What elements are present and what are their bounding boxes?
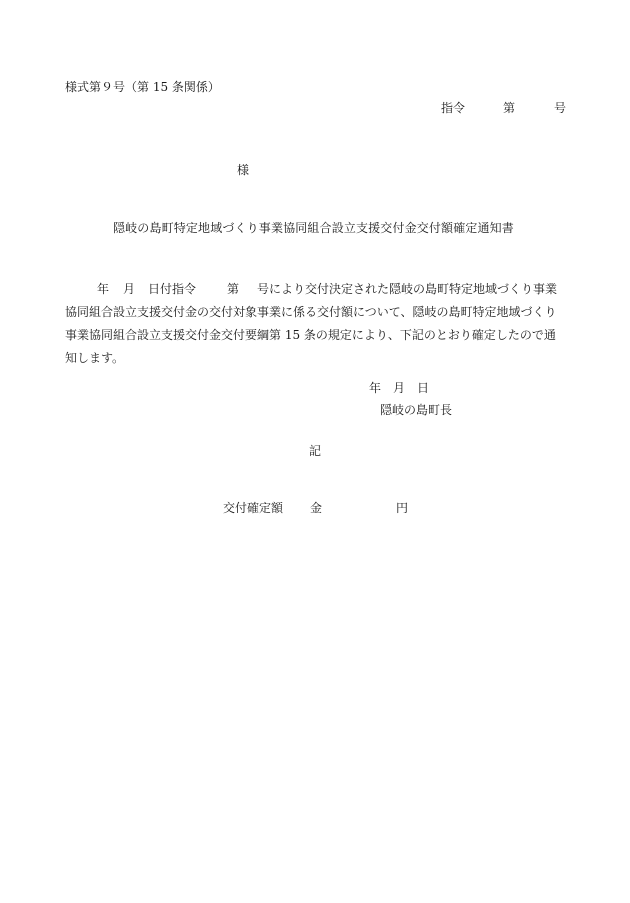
body-line-1 bbox=[65, 283, 557, 295]
body-line-3: 事業協同組合設立支援交付金交付要綱第 15 条の規定により、下記のとおり確定したので通 bbox=[65, 328, 556, 342]
amount-label: 交付確定額 bbox=[223, 501, 284, 515]
body-dai: 第 bbox=[227, 282, 240, 296]
reference-number-line bbox=[441, 102, 566, 114]
addressee-honorific: 様 bbox=[237, 163, 250, 177]
document-title: 隠岐の島町特定地域づくり事業協同組合設立支援交付金交付額確定通知書 bbox=[113, 221, 514, 235]
body-year: 年 bbox=[97, 282, 110, 296]
body-line-4: 知します。 bbox=[65, 351, 125, 365]
issue-date bbox=[369, 382, 429, 394]
issuer-name: 隠岐の島町長 bbox=[380, 403, 453, 417]
confirmed-amount-line bbox=[223, 502, 408, 514]
reference-go: 号 bbox=[554, 101, 567, 115]
amount-yen: 円 bbox=[396, 501, 409, 515]
form-number: 様式第９号（第 15 条関係） bbox=[65, 80, 220, 94]
body-day-ref: 日付指令 bbox=[148, 282, 197, 296]
body-line-1-rest: 号により交付決定された隠岐の島町特定地域づくり事業 bbox=[257, 282, 558, 296]
date-month: 月 bbox=[393, 381, 406, 395]
reference-dai: 第 bbox=[503, 101, 516, 115]
ki-heading: 記 bbox=[309, 444, 322, 458]
date-year: 年 bbox=[369, 381, 382, 395]
reference-prefix: 指令 bbox=[441, 101, 466, 115]
amount-kin: 金 bbox=[310, 501, 323, 515]
date-day: 日 bbox=[417, 381, 430, 395]
body-line-2: 協同組合設立支援交付金の交付対象事業に係る交付額について、隠岐の島町特定地域づくり bbox=[65, 305, 557, 319]
body-month: 月 bbox=[123, 282, 136, 296]
